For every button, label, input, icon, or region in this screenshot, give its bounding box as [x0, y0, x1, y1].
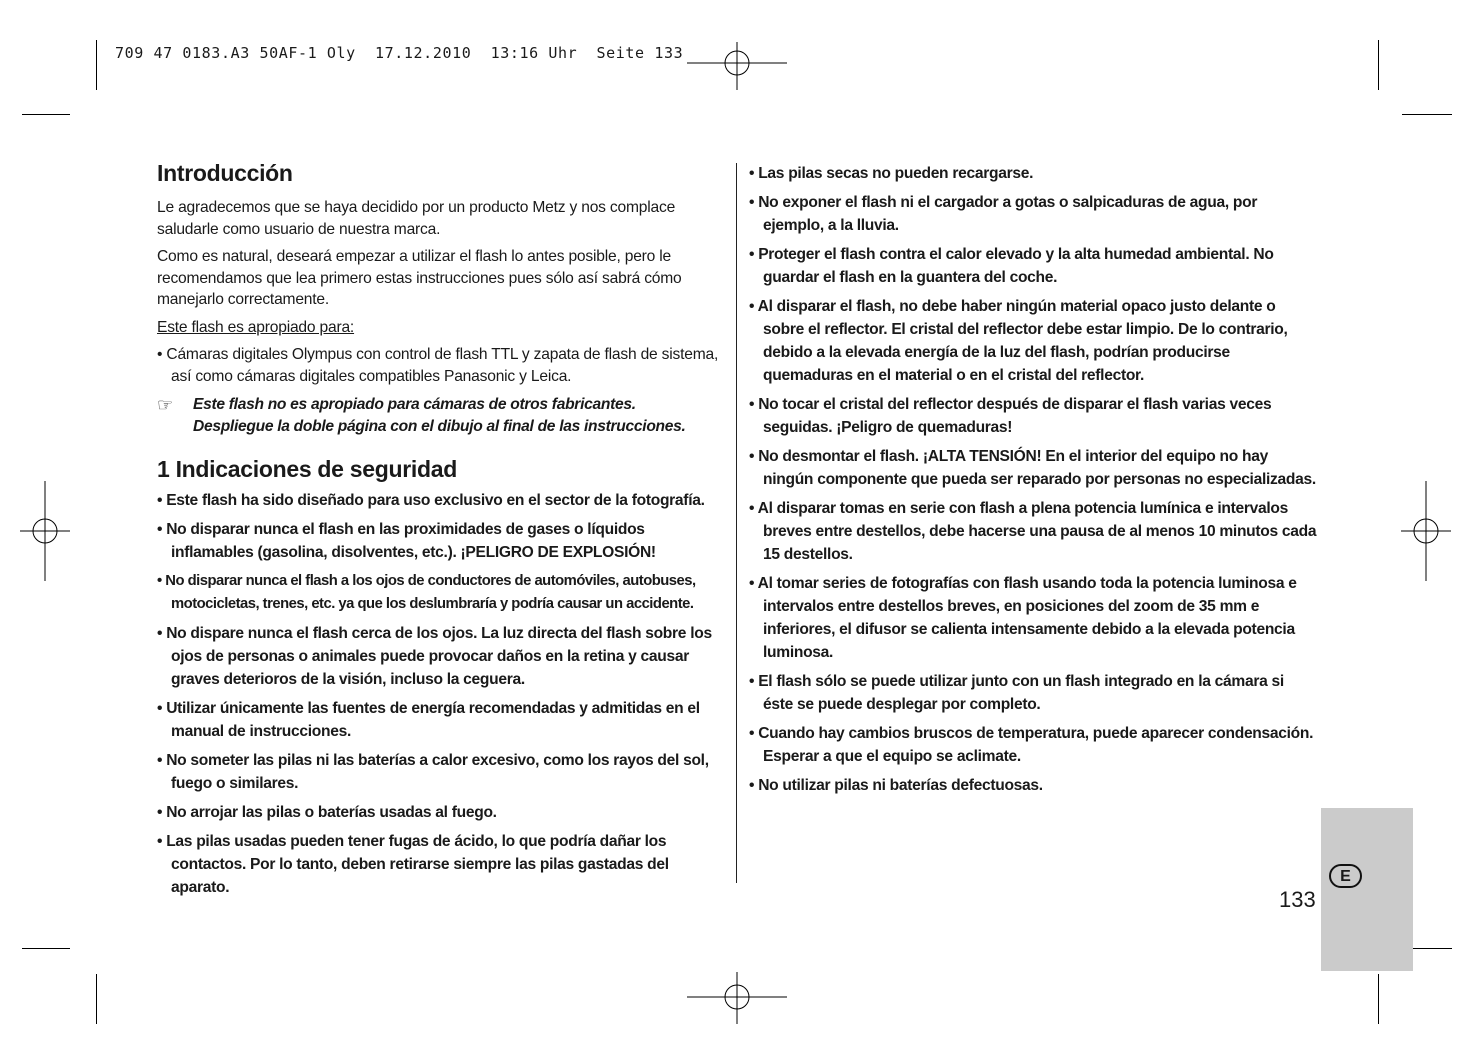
right-column [749, 162, 1317, 797]
list-item: • No arrojar las pilas o baterías usadas al fuego. [157, 804, 497, 821]
print-header: 709 47 0183.A3 50AF-1 Oly 17.12.2010 13:16 Uhr Seite 133 [115, 44, 684, 62]
crop-mark [1402, 114, 1452, 115]
list-item: • No disparar nunca el flash a los ojos de conductores de automóviles, autobuses, motocicletas, trenes, etc. ya que los deslumbraría y podría causar un accidente. [157, 573, 696, 612]
list-item: • No disparar nunca el flash en las proximidades de gases o líquidos inflamables (gasolina, disolventes, etc.). ¡PELIGRO DE EXPLOSIÓN! [157, 521, 656, 561]
list-item: • Al disparar el flash, no debe haber ningún material opaco justo delante o sobre el reflector. El cristal del reflector debe estar limpio. De lo contrario, debido a la elevada energía de la luz del flash, podrían producirse quemaduras en el material o en el cristal del reflector. [749, 298, 1288, 384]
list-item: • Cámaras digitales Olympus con control de flash TTL y zapata de flash de sistema, así como cámaras digitales compatibles Panasonic y Leica. [157, 346, 719, 385]
list-item: • No desmontar el flash. ¡ALTA TENSIÓN! En el interior del equipo no hay ningún componente que pueda ser reparado por personas no especializadas. [749, 448, 1316, 488]
language-tab [1321, 808, 1413, 971]
left-column [157, 160, 727, 899]
list-item: • Cuando hay cambios bruscos de temperatura, puede aparecer condensación. Esperar a que el equipo se aclimate. [749, 725, 1314, 765]
intro-heading: Introducción [157, 160, 293, 186]
registration-mark-icon [0, 481, 100, 581]
crop-mark [1378, 974, 1379, 1024]
list-item: • El flash sólo se puede utilizar junto con un flash integrado en la cámara si éste se puede desplegar por completo. [749, 673, 1284, 713]
suitable-label: Este flash es apropiado para: [157, 318, 355, 336]
list-item: • Proteger el flash contra el calor elevado y la alta humedad ambiental. No guardar el flash en la guantera del coche. [749, 246, 1274, 286]
crop-mark [96, 40, 97, 90]
page-number: 133 [1279, 887, 1316, 912]
registration-mark-icon [1376, 481, 1475, 581]
intro-paragraph: Como es natural, deseará empezar a utilizar el flash lo antes posible, pero le recomendamos que lea primero estas instrucciones pues sólo así sabrá cómo manejarlo correctamente. [157, 248, 682, 308]
list-item: • No tocar el cristal del reflector después de disparar el flash varias veces seguidas. ¡Peligro de quemaduras! [749, 396, 1272, 436]
list-item: • Utilizar únicamente las fuentes de energía recomendadas y admitidas en el manual de instrucciones. [157, 700, 700, 740]
list-item: • Las pilas usadas pueden tener fugas de ácido, lo que podría dañar los contactos. Por lo tanto, deben retirarse siempre las pilas gastadas del aparato. [157, 833, 669, 896]
list-item: • No exponer el flash ni el cargador a gotas o salpicaduras de agua, por ejemplo, a la lluvia. [749, 194, 1258, 234]
column-divider [736, 163, 737, 883]
crop-mark [22, 948, 70, 949]
crop-mark [22, 114, 70, 115]
list-item: • Este flash ha sido diseñado para uso exclusivo en el sector de la fotografía. [157, 492, 705, 509]
list-item: • Las pilas secas no pueden recargarse. [749, 165, 1034, 182]
safety-heading: 1 Indicaciones de seguridad [157, 456, 457, 482]
list-item: • No dispare nunca el flash cerca de los ojos. La luz directa del flash sobre los ojos de personas o animales puede provocar daños en la retina y causar graves deterioros de la visión, incluso la ceguera. [157, 625, 712, 688]
note-line: Despliegue la doble página con el dibujo al final de las instrucciones. [193, 418, 686, 435]
crop-mark [96, 974, 97, 1024]
note [157, 394, 727, 438]
registration-mark-icon [687, 14, 787, 114]
registration-mark-icon [687, 948, 787, 1048]
list-item: • Al tomar series de fotografías con flash usando toda la potencia luminosa e intervalos entre destellos breves, en posiciones del zoom de 35 mm e inferiores, el difusor se calienta intensamente debido a la elevada potencia luminosa. [749, 575, 1297, 661]
language-badge: E [1329, 864, 1362, 888]
intro-paragraph: Le agradecemos que se haya decidido por un producto Metz y nos complace saludarle como usuario de nuestra marca. [157, 199, 676, 238]
list-item: • No someter las pilas ni las baterías a calor excesivo, como los rayos del sol, fuego o similares. [157, 752, 709, 792]
note-line: Este flash no es apropiado para cámaras de otros fabricantes. [193, 396, 636, 413]
pointing-hand-icon: ☞ [157, 395, 173, 415]
crop-mark [1378, 40, 1379, 90]
list-item: • Al disparar tomas en serie con flash a plena potencia lumínica e intervalos breves entre destellos, debe hacerse una pausa de al menos 10 minutos cada 15 destellos. [749, 500, 1317, 563]
list-item: • No utilizar pilas ni baterías defectuosas. [749, 777, 1043, 794]
